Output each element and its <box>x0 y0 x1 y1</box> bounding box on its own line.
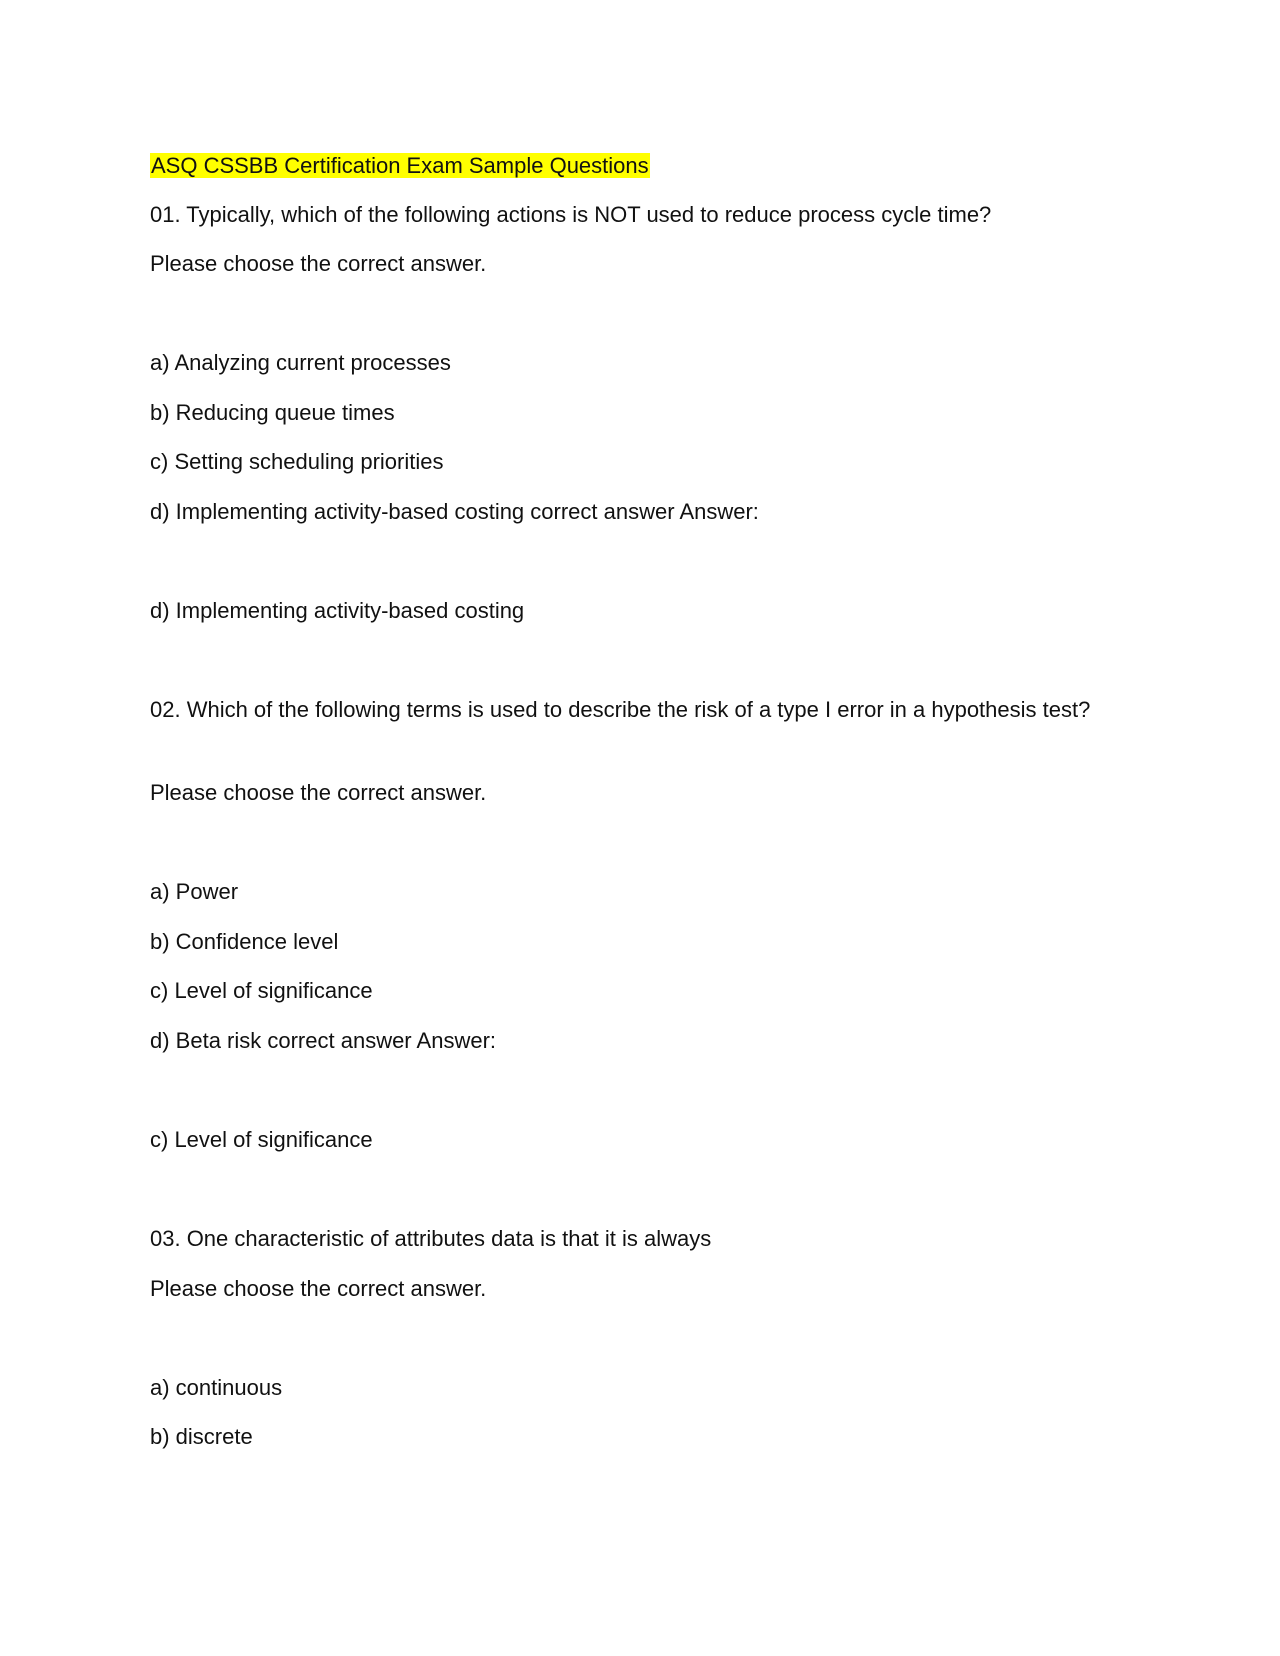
question-2-instruction: Please choose the correct answer. <box>150 780 487 805</box>
question-2-text: 02. Which of the following terms is used to describe the risk of a type I error in a hypothesis test? <box>150 697 1091 722</box>
question-1-option-a: a) Analyzing current processes <box>150 350 451 375</box>
question-1-option-c: c) Setting scheduling priorities <box>150 449 444 474</box>
question-3-option-b: b) discrete <box>150 1424 253 1449</box>
question-1-option-b: b) Reducing queue times <box>150 400 395 425</box>
question-3-instruction: Please choose the correct answer. <box>150 1276 487 1301</box>
question-2-option-a: a) Power <box>150 879 239 904</box>
document-title-line <box>150 150 650 182</box>
question-2-answer: c) Level of significance <box>150 1127 373 1152</box>
question-2-option-b: b) Confidence level <box>150 929 339 954</box>
document-title: ASQ CSSBB Certification Exam Sample Questions <box>151 153 649 178</box>
question-1-instruction: Please choose the correct answer. <box>150 251 487 276</box>
question-2-option-c: c) Level of significance <box>150 978 373 1003</box>
question-1-answer: d) Implementing activity-based costing <box>150 598 525 623</box>
question-2-option-d: d) Beta risk correct answer Answer: <box>150 1028 497 1053</box>
question-3-text: 03. One characteristic of attributes data is that it is always <box>150 1226 712 1251</box>
question-1-option-d: d) Implementing activity-based costing correct answer Answer: <box>150 499 759 524</box>
question-1-text: 01. Typically, which of the following actions is NOT used to reduce process cycle time? <box>150 202 992 227</box>
question-3-option-a: a) continuous <box>150 1375 283 1400</box>
